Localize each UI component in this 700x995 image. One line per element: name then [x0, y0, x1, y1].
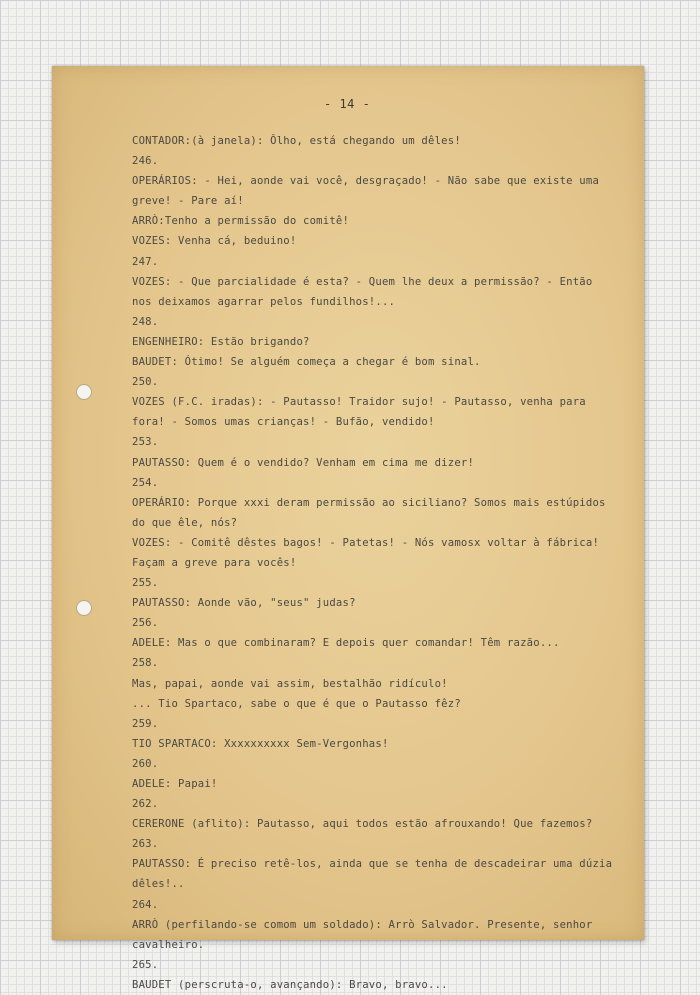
text-line: greve! - Pare aí! — [132, 195, 244, 208]
text-line: CONTADOR:(à janela): Ôlho, está chegando um dêles! — [132, 135, 461, 147]
text-line: ENGENHEIRO: Estão brigando? — [132, 335, 310, 348]
text-line: cavalheiro. — [132, 938, 205, 951]
text-line: CERERONE (aflito): Pautasso, aqui todos estão afrouxando! Que fazemos? — [132, 818, 593, 831]
punch-hole-top — [76, 384, 92, 400]
text-line: 246. — [132, 155, 159, 168]
text-line: VOZES: - Que parcialidade é esta? - Quem lhe deux a permissão? - Então — [132, 275, 593, 288]
text-line: 255. — [132, 577, 159, 590]
text-line: ARRÒ:Tenho a permissão do comitê! — [132, 215, 350, 228]
text-line: ARRÒ (perfilando-se comom um soldado): Arrò Salvador. Presente, senhor — [132, 918, 593, 931]
text-line: OPERÁRIOS: - Hei, aonde vai você, desgraçado! - Não sabe que existe uma — [132, 175, 600, 188]
text-line: 263. — [132, 838, 159, 851]
text-line: PAUTASSO: Quem é o vendido? Venham em cima me dizer! — [132, 456, 475, 469]
text-line: VOZES: - Comitê dêstes bagos! - Patetas! - Nós vamosx voltar à fábrica! — [132, 536, 600, 549]
text-line: 250. — [132, 376, 159, 389]
text-line: dêles!.. — [132, 878, 185, 891]
script-text — [132, 131, 613, 995]
text-line: nos deixamos agarrar pelos fundilhos!... — [132, 295, 396, 308]
text-line: ADELE: Mas o que combinaram? E depois quer comandar! Têm razão... — [132, 637, 560, 650]
text-line: BAUDET (perscruta-o, avançando): Bravo, bravo... — [132, 978, 448, 991]
text-line: 262. — [132, 798, 159, 811]
text-line: PAUTASSO: Aonde vão, "seus" judas? — [132, 597, 356, 610]
text-line: 254. — [132, 476, 159, 489]
text-line: 253. — [132, 436, 159, 449]
punch-hole-bottom — [76, 600, 92, 616]
text-line: do que êle, nós? — [132, 516, 238, 529]
text-line: Mas, papai, aonde vai assim, bestalhão ridículo! — [132, 677, 448, 690]
text-line: 258. — [132, 657, 159, 670]
text-line: 265. — [132, 958, 159, 971]
text-line: Façam a greve para vocês! — [132, 556, 297, 569]
text-line: VOZES (F.C. iradas): - Pautasso! Traidor sujo! - Pautasso, venha para — [132, 396, 586, 409]
text-line: ... Tio Spartaco, sabe o que é que o Pautasso fêz? — [132, 697, 461, 710]
typewritten-page — [52, 66, 644, 991]
text-line: PAUTASSO: É preciso retê-los, ainda que se tenha de descadeirar uma dúzia — [132, 858, 613, 871]
text-line: 264. — [132, 898, 159, 911]
page-number: - 14 - — [324, 97, 371, 111]
text-line: 260. — [132, 757, 159, 770]
text-line: OPERÁRIO: Porque xxxi deram permissão ao siciliano? Somos mais estúpidos — [132, 496, 606, 509]
text-line: 259. — [132, 717, 159, 730]
text-line: BAUDET: Ótimo! Se alguém começa a chegar é bom sinal. — [132, 356, 481, 369]
text-line: VOZES: Venha cá, beduino! — [132, 235, 297, 248]
text-line: 247. — [132, 255, 159, 268]
text-line: TIO SPARTACO: Xxxxxxxxxx Sem-Vergonhas! — [132, 737, 389, 750]
text-line: 256. — [132, 617, 159, 630]
text-line: ADELE: Papai! — [132, 778, 218, 790]
text-line: 248. — [132, 315, 159, 328]
text-line: fora! - Somos umas crianças! - Bufão, vendido! — [132, 416, 435, 429]
